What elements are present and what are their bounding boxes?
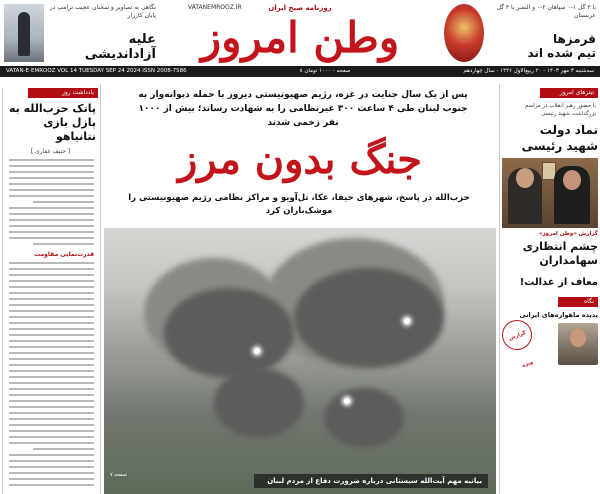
logo-subtitle: روزنامه صبح ایران [268,4,332,12]
dateline-price: ۸ صفحه - ۱۰۰۰ تومان [299,68,351,74]
photo-officials [502,158,598,228]
photo-page-ref: صفحه ۷ [110,472,127,478]
site-url: VATANEMROOZ.IR [188,4,242,11]
left-teaser[interactable] [4,4,156,60]
newspaper-logo [168,2,432,64]
teaser-photo-football [444,4,484,62]
left-teaser-headline [46,32,156,62]
headlines-kicker: تیترهای امروز [540,88,598,98]
main-photo-smoke [104,228,496,494]
dateline-date: سه‌شنبه ۳ مهر ۱۴۰۳ - ۲۰ ربیع‌الاول ۱۴۴۶ - سال چهاردهم [463,68,594,74]
special-report-stamp: گزارش ویژه [498,316,536,354]
report-byline: گزارش «وطن امروز» [538,231,598,237]
column-divider [499,84,500,494]
editorial-body-2 [3,262,98,486]
headline-raisi-line1: نماد دولت [539,123,598,137]
main-headline[interactable]: جنگ بدون مرز [177,136,423,183]
right-teaser-text: با ۳ گل ۱-۰ سپاهان ۲-۰ و النصر با ۳ گل عربستان [496,4,596,19]
column-divider [100,84,101,494]
masthead [0,0,600,66]
logo-wordmark: وطن امروز [200,13,400,62]
headline-satellites[interactable]: پدیده ماهواره‌های ایرانی [519,311,598,319]
dateline-issn: VATAN-E-EMROOZ VOL 14 TUESDAY SEP 24 2024 ISSN 2008-7586 [6,68,187,74]
right-teaser-headline-line1: قرمزها [552,32,596,46]
headline-raisi-line2: شهید رئیسی [521,139,598,153]
main-story [104,82,496,494]
left-teaser-headline-line1: علیه [128,32,156,47]
right-teaser-headline [488,32,596,60]
lead-text: پس از یک سال جنایت در غزه، رژیم صهیونیستی دیروز با حمله دیوانه‌وار به جنوب لبنان طی ۴ ساعت ۳۰۰ غیرنظامی را به شهادت رساند؛ بیش از ۱۰۰۰ نفر زخمی شدند [138,90,468,128]
dateline-bar [0,66,600,77]
headline-shareholders-line1: چشم انتظاری [522,240,598,253]
teaser-photo-trump [4,4,44,62]
left-teaser-headline-line2: آزاداندیشی [84,47,156,62]
editorial-body [3,159,98,245]
editorial-headline[interactable]: پاتک حزب‌الله به پازل بازی نتانیاهو [8,102,96,143]
headline-exempt[interactable]: معاف از عدالت! [519,277,598,288]
editorial-column [2,88,98,494]
headline-shareholders-line2: سهامداران [539,254,598,267]
right-teaser-headline-line2: تیم شده اند [527,46,596,60]
right-teaser[interactable] [444,4,596,60]
headline-shareholders[interactable] [502,240,598,268]
author-photo [558,323,598,365]
headline-deck: حزب‌الله در پاسخ، شهرهای حیفا، عکا، تل‌آویو و مراکز نظامی رژیم صهیونیستی را موشک‌باران کرد [128,193,470,216]
editorial-author: [ حنیف غفاری ] [30,148,71,155]
editorial-kicker: یادداشت روز [28,88,98,98]
headlines-blurb: با حضور رهبر انقلاب در مراسم بزرگداشت شهید رئیسی [524,103,596,117]
photo-caption[interactable]: بیانیه مهم آیت‌الله سیستانی درباره ضرورت دفاع از مردم لبنان [254,474,488,488]
view-kicker: نگاه [558,297,598,307]
left-teaser-text: نگاهی به تصاویر و سخنان عجیب ترامپ در پایان کارزار [49,4,156,19]
headlines-column [502,88,598,494]
editorial-subhead: قدرت‌نمایی مقاومت [34,251,94,258]
headline-raisi[interactable] [502,122,598,154]
